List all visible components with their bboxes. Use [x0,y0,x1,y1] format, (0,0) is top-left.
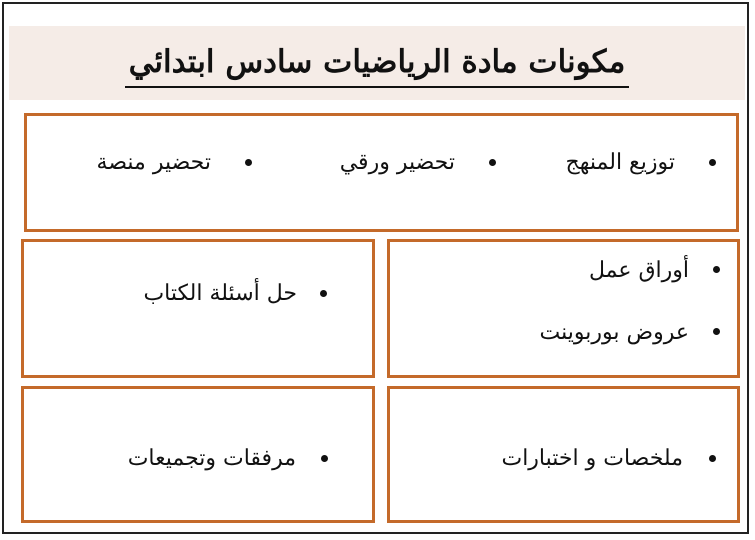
list-item-paper-prep: تحضير ورقي [339,150,455,175]
top-box [24,113,739,232]
bullet-icon [245,159,252,166]
bullet-icon [713,328,720,335]
title-band [9,26,745,100]
bullet-icon [489,159,496,166]
bullet-icon [709,159,716,166]
bullet-icon [713,266,720,273]
list-item-worksheets: أوراق عمل [588,258,689,283]
middle-left-box [21,239,375,378]
bottom-right-box [387,386,740,523]
bullet-icon [320,290,327,297]
list-item-textbook-solutions: حل أسئلة الكتاب [143,281,297,306]
list-item-summaries-tests: ملخصات و اختبارات [501,446,683,471]
bullet-icon [709,455,716,462]
page-title: مكونات مادة الرياضيات سادس ابتدائي [125,42,630,88]
page-title-wrap [9,42,745,88]
list-item-platform-prep: تحضير منصة [96,150,211,175]
list-item-curriculum-plan: توزيع المنهج [565,150,675,175]
list-item-powerpoint: عروض بوربوينت [539,320,689,345]
bottom-left-box [21,386,375,523]
bullet-icon [321,455,328,462]
middle-right-box [387,239,740,378]
list-item-attachments: مرفقات وتجميعات [127,446,296,471]
